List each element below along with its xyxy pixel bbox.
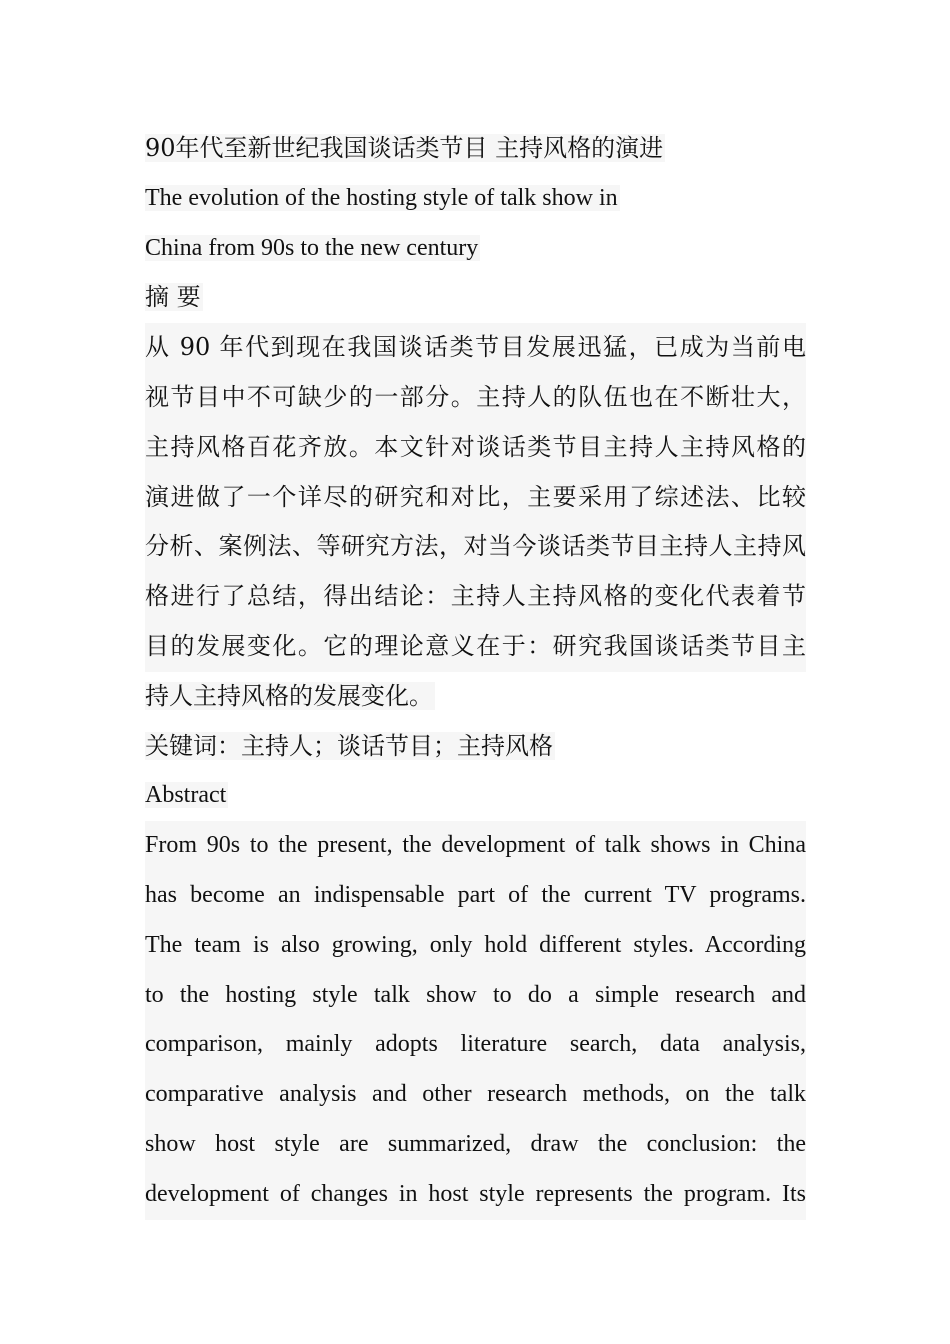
abstract-cn-line-1 [145,323,806,373]
abstract-en-line-5 [145,1020,806,1070]
abstract-cn-heading-text: 摘 要 [145,283,201,312]
keywords-cn [145,722,806,772]
abstract-en-line-7 [145,1120,806,1170]
abstract-en-text-6: comparative analysis and other research methods, on the talk [145,1070,806,1120]
title-cn [145,124,806,174]
abstract-cn-line-8 [145,672,806,722]
abstract-en-text-3: The team is also growing, only hold different styles. According [145,921,806,971]
abstract-en-line-3 [145,921,806,971]
abstract-cn-text-2: 视节目中不可缺少的一部分。主持人的队伍也在不断壮大， [145,373,806,423]
title-en-line-1 [145,174,806,224]
abstract-en-text-8: development of changes in host style represents the program. Its [145,1170,806,1220]
abstract-en-heading-text: Abstract [145,782,227,809]
abstract-cn-text-4: 演进做了一个详尽的研究和对比，主要采用了综述法、比较 [145,473,806,523]
abstract-en-text-4: to the hosting style talk show to do a simple research and [145,971,806,1021]
abstract-cn-line-6 [145,572,806,622]
abstract-cn-line-2 [145,373,806,423]
abstract-cn-text-3: 主持风格百花齐放。本文针对谈话类节目主持人主持风格的 [145,423,806,473]
abstract-en-text-2: has become an indispensable part of the current TV programs. [145,871,806,921]
abstract-en-line-1 [145,821,806,871]
abstract-en-text-7: show host style are summarized, draw the conclusion: the [145,1120,806,1170]
abstract-cn-text-6: 格进行了总结，得出结论：主持人主持风格的变化代表着节 [145,572,806,622]
abstract-en-line-4 [145,971,806,1021]
abstract-en-line-2 [145,871,806,921]
abstract-en-line-6 [145,1070,806,1120]
abstract-cn-text-7: 目的发展变化。它的理论意义在于：研究我国谈话类节目主 [145,622,806,672]
title-en-text-2: China from 90s to the new century [145,234,479,261]
title-en-line-2 [145,224,806,274]
title-en-text-1: The evolution of the hosting style of talk show in [145,184,618,211]
document-page [145,124,806,1220]
abstract-en-text-1: From 90s to the present, the development of talk shows in China [145,821,806,871]
abstract-en-text-5: comparison, mainly adopts literature search, data analysis, [145,1020,806,1070]
abstract-en-line-8 [145,1170,806,1220]
abstract-en-heading [145,771,806,821]
abstract-cn-line-5 [145,522,806,572]
keywords-cn-text: 关键词：主持人；谈话节目；主持风格 [145,731,553,760]
abstract-cn-text-8: 持人主持风格的发展变化。 [145,681,433,710]
abstract-cn-line-7 [145,622,806,672]
abstract-cn-text-1: 从 90 年代到现在我国谈话类节目发展迅猛，已成为当前电 [145,323,806,373]
abstract-cn-text-5: 分析、案例法、等研究方法，对当今谈话类节目主持人主持风 [145,522,806,572]
abstract-cn-heading [145,273,806,323]
abstract-cn-line-3 [145,423,806,473]
abstract-cn-line-4 [145,473,806,523]
title-cn-text: 90年代至新世纪我国谈话类节目 主持风格的演进 [145,134,664,162]
